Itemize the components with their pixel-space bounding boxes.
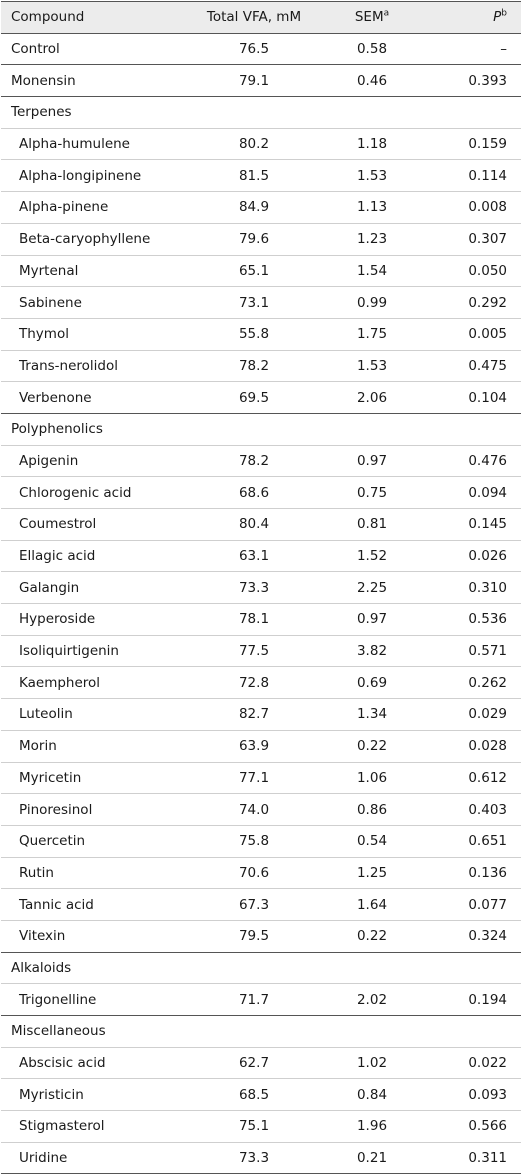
compound-cell: Tannic acid xyxy=(19,896,94,913)
header-sem-footnote: a xyxy=(383,8,390,19)
p-value-cell: 0.029 xyxy=(468,706,507,723)
sem-cell: 2.25 xyxy=(356,579,388,596)
total-vfa-cell: 76.5 xyxy=(238,41,270,58)
total-vfa-cell: 55.8 xyxy=(238,326,270,343)
table-row xyxy=(1,1142,521,1174)
sem-cell: 1.96 xyxy=(356,1118,388,1135)
compound-cell: Coumestrol xyxy=(19,516,97,533)
sem-cell: 1.13 xyxy=(356,199,388,216)
sem-cell: 1.25 xyxy=(356,864,388,881)
total-vfa-cell: 78.2 xyxy=(238,452,270,469)
total-vfa-cell: 72.8 xyxy=(238,674,270,691)
table-row xyxy=(1,445,521,477)
header-compound: Compound xyxy=(1,2,191,34)
total-vfa-cell: 79.6 xyxy=(238,231,270,248)
total-vfa-cell: 79.1 xyxy=(238,72,270,89)
header-p-label: P xyxy=(493,9,502,26)
table-row xyxy=(1,825,521,857)
p-value-cell: 0.093 xyxy=(468,1086,507,1103)
compound-cell: Myricetin xyxy=(19,769,82,786)
compound-cell: Trans-nerolidol xyxy=(19,357,119,374)
table-row xyxy=(1,160,521,192)
table-row xyxy=(1,1079,521,1111)
p-value-cell: 0.022 xyxy=(468,1055,507,1072)
sem-cell: 1.54 xyxy=(356,262,388,279)
total-vfa-cell: 73.3 xyxy=(238,579,270,596)
table-row xyxy=(1,128,521,160)
p-value-cell: 0.393 xyxy=(468,72,507,89)
compound-cell: Pinoresinol xyxy=(19,801,93,818)
table-row xyxy=(1,984,521,1016)
group-header-row xyxy=(1,1016,521,1048)
total-vfa-cell: 78.2 xyxy=(238,357,270,374)
p-value-cell: 0.324 xyxy=(468,928,507,945)
compound-cell: Control xyxy=(11,41,60,58)
total-vfa-cell: 63.9 xyxy=(238,738,270,755)
table-row xyxy=(1,730,521,762)
sem-cell: 0.75 xyxy=(356,484,388,501)
sem-cell: 0.54 xyxy=(356,833,388,850)
group-label: Miscellaneous xyxy=(11,1023,106,1040)
table-row xyxy=(1,889,521,921)
total-vfa-cell: 74.0 xyxy=(238,801,270,818)
p-value-cell: 0.536 xyxy=(468,611,507,628)
table-row xyxy=(1,509,521,541)
total-vfa-cell: 70.6 xyxy=(238,864,270,881)
group-label: Polyphenolics xyxy=(11,421,103,438)
header-sem xyxy=(317,2,427,34)
total-vfa-cell: 67.3 xyxy=(238,896,270,913)
total-vfa-cell: 63.1 xyxy=(238,548,270,565)
table-row xyxy=(1,318,521,350)
total-vfa-cell: 77.5 xyxy=(238,643,270,660)
table-row xyxy=(1,540,521,572)
p-value-cell: 0.050 xyxy=(468,262,507,279)
p-value-cell: 0.403 xyxy=(468,801,507,818)
sem-cell: 0.97 xyxy=(356,452,388,469)
sem-cell: 0.69 xyxy=(356,674,388,691)
p-value-cell: 0.307 xyxy=(468,231,507,248)
table-row xyxy=(1,350,521,382)
compound-cell: Isoliquirtigenin xyxy=(19,643,119,660)
compound-cell: Beta-caryophyllene xyxy=(19,231,151,248)
p-value-cell: 0.566 xyxy=(468,1118,507,1135)
compound-cell: Trigonelline xyxy=(19,991,97,1008)
table-row xyxy=(1,192,521,224)
compound-cell: Rutin xyxy=(19,864,54,881)
table-row xyxy=(1,477,521,509)
p-value-cell: 0.136 xyxy=(468,864,507,881)
table-row xyxy=(1,794,521,826)
sem-cell: 1.02 xyxy=(356,1055,388,1072)
table-row xyxy=(1,635,521,667)
p-value-cell: 0.262 xyxy=(468,674,507,691)
compound-cell: Sabinene xyxy=(19,294,82,311)
compound-cell: Alpha-humulene xyxy=(19,136,130,153)
p-value-cell: 0.310 xyxy=(468,579,507,596)
sem-cell: 0.86 xyxy=(356,801,388,818)
header-total-vfa: Total VFA, mM xyxy=(191,2,317,34)
sem-cell: 1.23 xyxy=(356,231,388,248)
total-vfa-cell: 68.6 xyxy=(238,484,270,501)
p-value-cell: 0.028 xyxy=(468,738,507,755)
sem-cell: 0.99 xyxy=(356,294,388,311)
table-row xyxy=(1,1047,521,1079)
table-row xyxy=(1,223,521,255)
p-value-cell: 0.651 xyxy=(468,833,507,850)
sem-cell: 0.97 xyxy=(356,611,388,628)
p-value-cell: 0.094 xyxy=(468,484,507,501)
sem-cell: 1.34 xyxy=(356,706,388,723)
table-row xyxy=(1,33,521,65)
total-vfa-cell: 84.9 xyxy=(238,199,270,216)
sem-cell: 2.02 xyxy=(356,991,388,1008)
table-row xyxy=(1,382,521,414)
sem-cell: 1.75 xyxy=(356,326,388,343)
sem-cell: 1.06 xyxy=(356,769,388,786)
table-row xyxy=(1,604,521,636)
compound-cell: Luteolin xyxy=(19,706,73,723)
p-value-cell: 0.571 xyxy=(468,643,507,660)
compound-cell: Stigmasterol xyxy=(19,1118,105,1135)
p-value-cell: 0.476 xyxy=(468,452,507,469)
total-vfa-cell: 80.4 xyxy=(238,516,270,533)
compound-cell: Apigenin xyxy=(19,452,79,469)
sem-cell: 0.84 xyxy=(356,1086,388,1103)
table-row xyxy=(1,920,521,952)
total-vfa-cell: 81.5 xyxy=(238,167,270,184)
p-value-cell: 0.114 xyxy=(468,167,507,184)
compound-cell: Uridine xyxy=(19,1150,68,1167)
total-vfa-cell: 69.5 xyxy=(238,389,270,406)
compound-cell: Kaempherol xyxy=(19,674,101,691)
sem-cell: 0.58 xyxy=(356,41,388,58)
total-vfa-cell: 73.1 xyxy=(238,294,270,311)
total-vfa-cell: 75.8 xyxy=(238,833,270,850)
p-value-cell: 0.475 xyxy=(468,357,507,374)
group-header-row xyxy=(1,413,521,445)
compound-cell: Alpha-pinene xyxy=(19,199,109,216)
sem-cell: 0.22 xyxy=(356,928,388,945)
compound-cell: Abscisic acid xyxy=(19,1055,106,1072)
p-value-cell: 0.005 xyxy=(468,326,507,343)
p-value-cell: 0.145 xyxy=(468,516,507,533)
table-row xyxy=(1,572,521,604)
compound-cell: Chlorogenic acid xyxy=(19,484,132,501)
p-value-cell: 0.008 xyxy=(468,199,507,216)
total-vfa-cell: 68.5 xyxy=(238,1086,270,1103)
sem-cell: 1.52 xyxy=(356,548,388,565)
table-row xyxy=(1,667,521,699)
sem-cell: 3.82 xyxy=(356,643,388,660)
table-header-row xyxy=(1,2,521,34)
sem-cell: 0.21 xyxy=(356,1150,388,1167)
p-value-cell: 0.026 xyxy=(468,548,507,565)
table-row xyxy=(1,255,521,287)
table-row xyxy=(1,762,521,794)
p-value-cell: 0.292 xyxy=(468,294,507,311)
table-row xyxy=(1,65,521,97)
compound-cell: Quercetin xyxy=(19,833,86,850)
total-vfa-cell: 62.7 xyxy=(238,1055,270,1072)
sem-cell: 0.46 xyxy=(356,72,388,89)
compound-cell: Myristicin xyxy=(19,1086,84,1103)
compound-cell: Ellagic acid xyxy=(19,548,96,565)
compound-cell: Monensin xyxy=(11,72,76,89)
vfa-table xyxy=(1,1,521,1174)
total-vfa-cell: 82.7 xyxy=(238,706,270,723)
header-p-footnote: b xyxy=(501,8,507,19)
header-p-value xyxy=(427,2,521,34)
sem-cell: 1.53 xyxy=(356,357,388,374)
compound-cell: Hyperoside xyxy=(19,611,96,628)
header-sem-label: SEM xyxy=(354,9,384,26)
p-value-cell: 0.612 xyxy=(468,769,507,786)
group-header-row xyxy=(1,97,521,129)
compound-cell: Alpha-longipinene xyxy=(19,167,142,184)
group-label: Alkaloids xyxy=(11,959,72,976)
p-value-cell: 0.194 xyxy=(468,991,507,1008)
p-value-cell: 0.311 xyxy=(468,1150,507,1167)
compound-cell: Galangin xyxy=(19,579,80,596)
total-vfa-cell: 71.7 xyxy=(238,991,270,1008)
compound-cell: Thymol xyxy=(19,326,69,343)
table-row xyxy=(1,287,521,319)
p-value-cell: 0.159 xyxy=(468,136,507,153)
table-row xyxy=(1,1111,521,1143)
p-value-cell: 0.104 xyxy=(468,389,507,406)
group-label: Terpenes xyxy=(11,104,72,121)
sem-cell: 0.22 xyxy=(356,738,388,755)
total-vfa-cell: 73.3 xyxy=(238,1150,270,1167)
compound-cell: Myrtenal xyxy=(19,262,79,279)
sem-cell: 1.64 xyxy=(356,896,388,913)
p-value-cell: 0.077 xyxy=(468,896,507,913)
table-row xyxy=(1,857,521,889)
compound-cell: Verbenone xyxy=(19,389,92,406)
sem-cell: 1.18 xyxy=(356,136,388,153)
total-vfa-cell: 80.2 xyxy=(238,136,270,153)
sem-cell: 0.81 xyxy=(356,516,388,533)
compound-cell: Vitexin xyxy=(19,928,66,945)
total-vfa-cell: 78.1 xyxy=(238,611,270,628)
compound-cell: Morin xyxy=(19,738,57,755)
total-vfa-cell: 79.5 xyxy=(238,928,270,945)
group-header-row xyxy=(1,952,521,984)
total-vfa-cell: 75.1 xyxy=(238,1118,270,1135)
table-body xyxy=(1,33,521,1174)
total-vfa-cell: 77.1 xyxy=(238,769,270,786)
total-vfa-cell: 65.1 xyxy=(238,262,270,279)
sem-cell: 2.06 xyxy=(356,389,388,406)
p-value-cell: – xyxy=(500,41,507,58)
sem-cell: 1.53 xyxy=(356,167,388,184)
table-row xyxy=(1,699,521,731)
